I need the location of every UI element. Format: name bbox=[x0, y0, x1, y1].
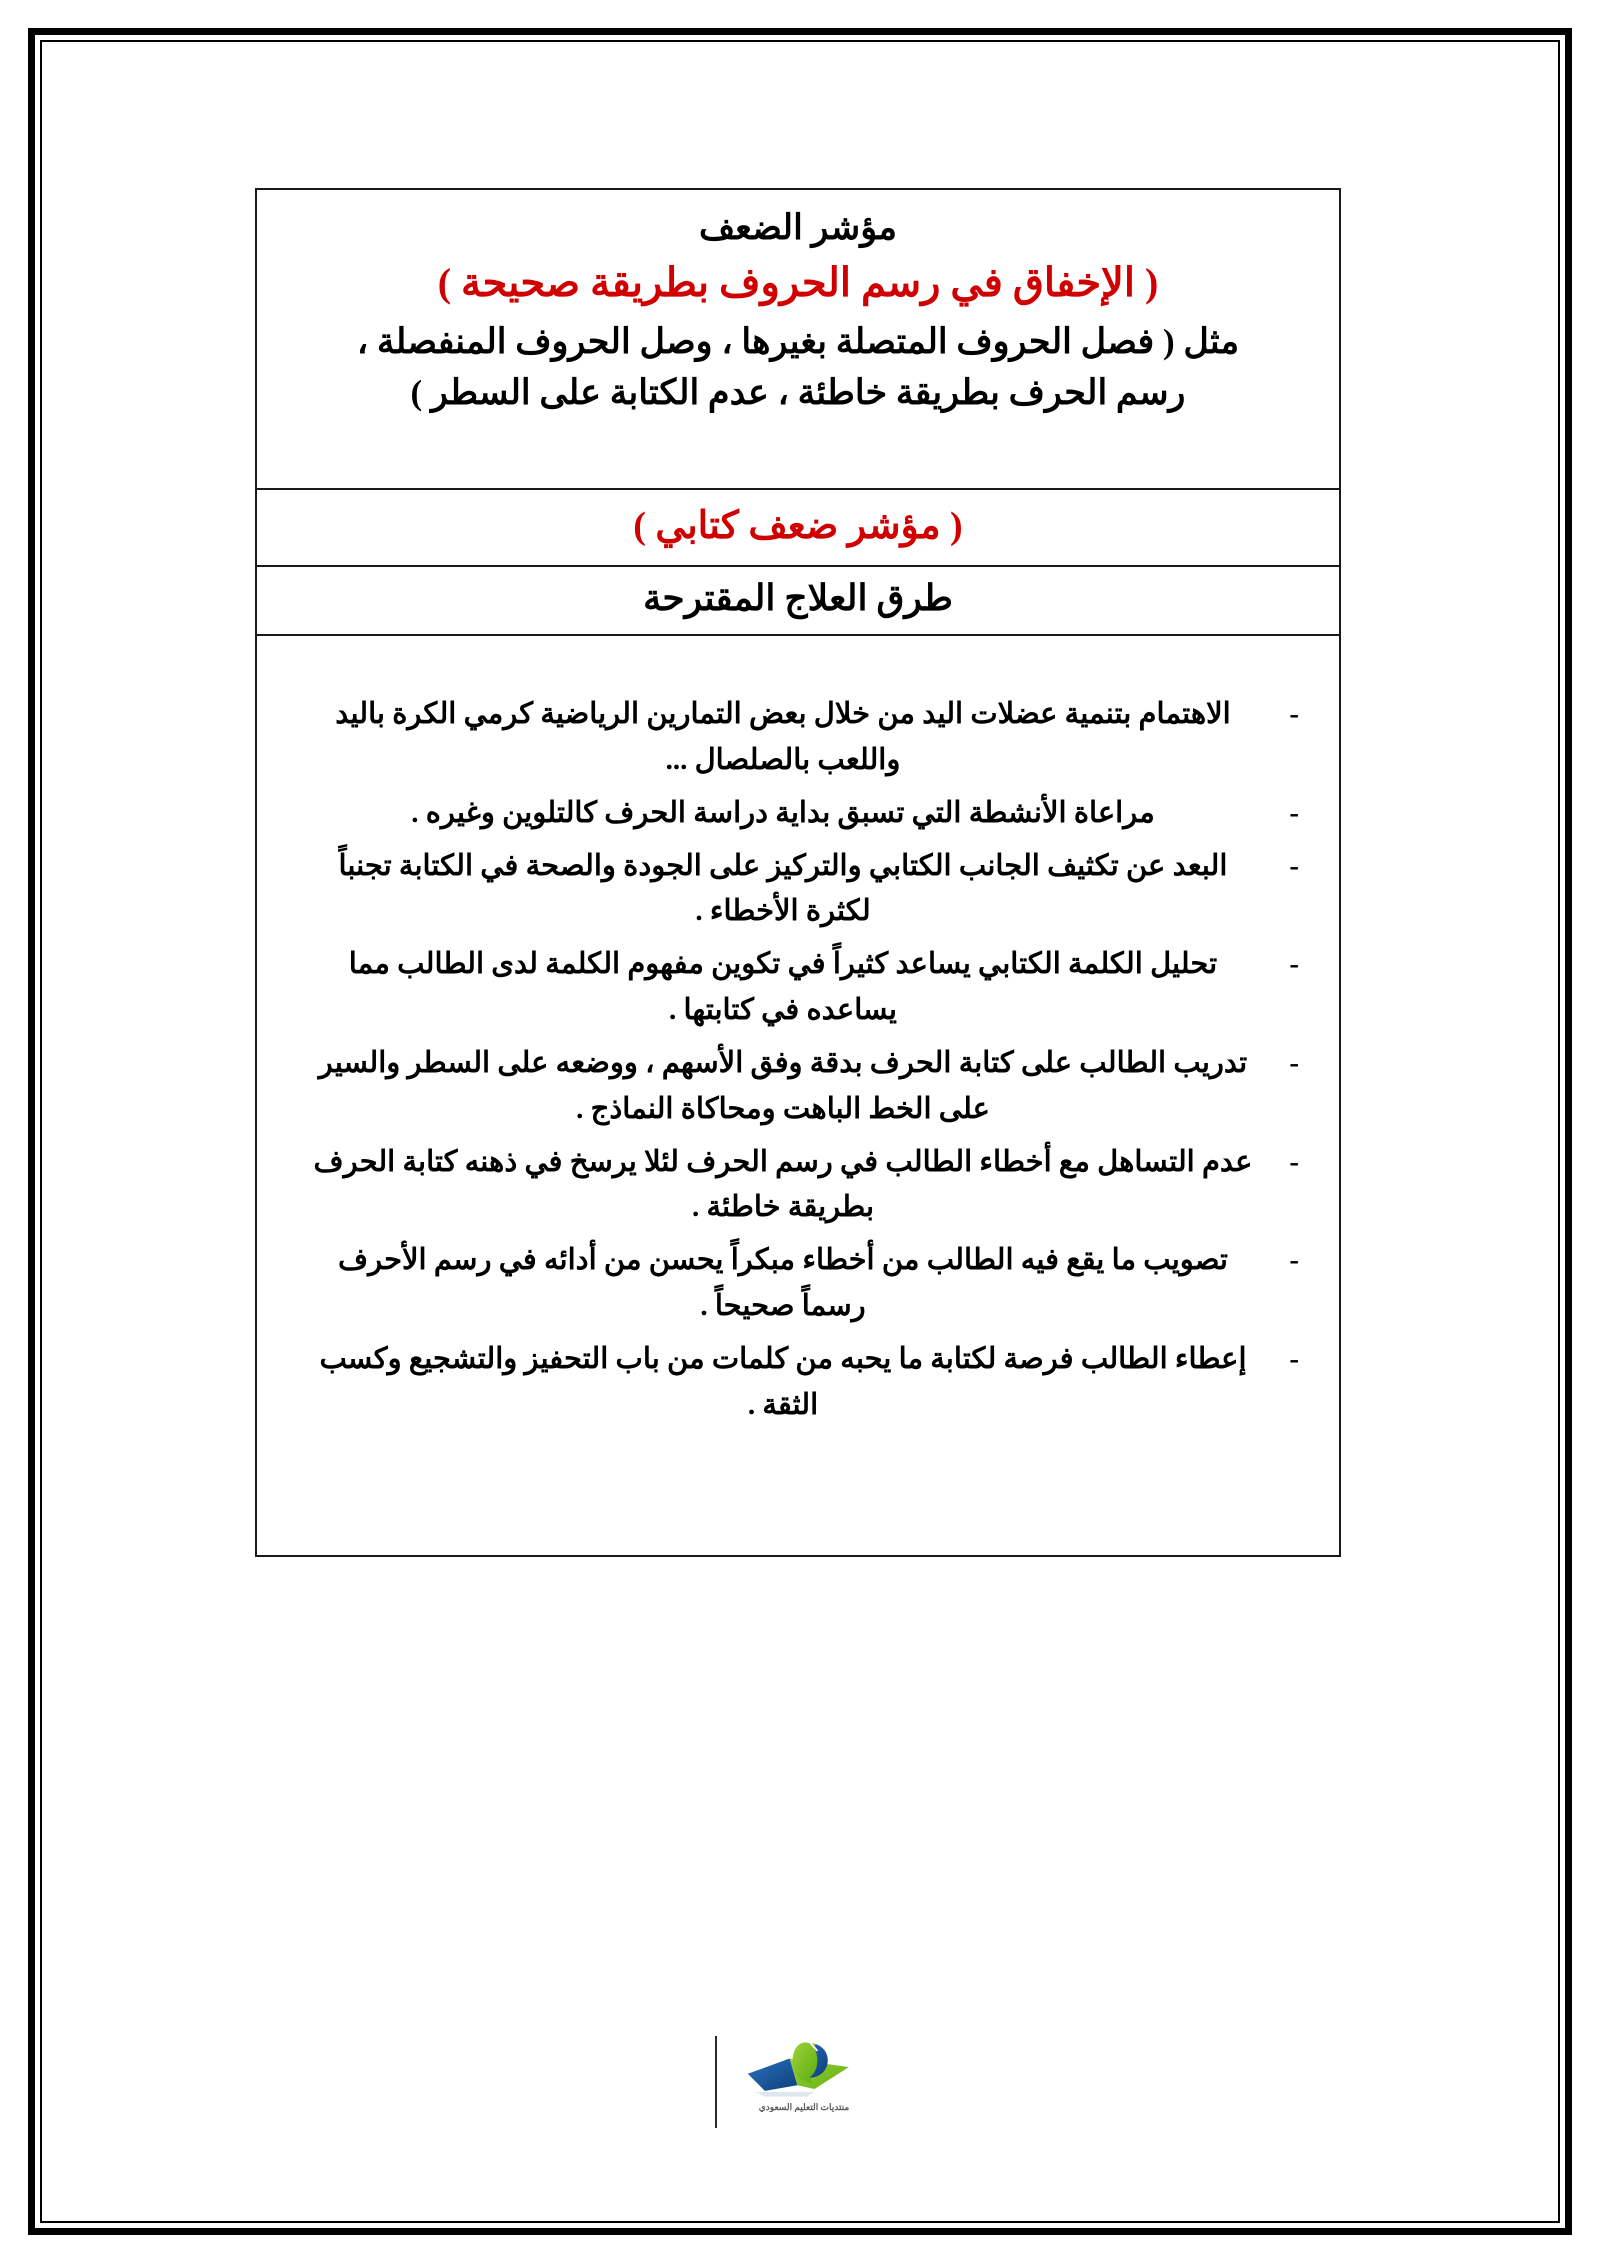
list-item-text: تصويب ما يقع فيه الطالب من أخطاء مبكراً يحسن من أدائه في رسم الأحرف رسماً صحيحاً . bbox=[338, 1244, 1228, 1322]
logo-icon bbox=[723, 2036, 885, 2102]
bullet-marker-icon: - bbox=[1289, 1342, 1299, 1375]
bullet-marker-icon: - bbox=[1289, 1244, 1299, 1277]
list-item-text: إعطاء الطالب فرصة لكتابة ما يحبه من كلمات من باب التحفيز والتشجيع وكسب الثقة . bbox=[319, 1342, 1247, 1421]
bullet-marker-icon: - bbox=[1289, 1145, 1299, 1178]
list-item-text: الاهتمام بتنمية عضلات اليد من خلال بعض التمارين الرياضية كرمي الكرة باليد واللعب بالصلصال ... bbox=[335, 698, 1231, 776]
list-item bbox=[303, 1337, 1299, 1429]
list-item bbox=[303, 942, 1299, 1034]
indicator-example-line-1: مثل ( فصل الحروف المتصلة بغيرها ، وصل الحروف المنفصلة ، bbox=[356, 322, 1240, 362]
sublabel-section bbox=[257, 490, 1339, 567]
list-item-text: عدم التساهل مع أخطاء الطالب في رسم الحرف لئلا يرسخ في ذهنه كتابة الحرف بطريقة خاطئة . bbox=[313, 1145, 1253, 1224]
treatment-bullet-list bbox=[303, 692, 1299, 1428]
content-table bbox=[255, 188, 1341, 1557]
list-item-text: البعد عن تكثيف الجانب الكتابي والتركيز على الجودة والصحة في الكتابة تجنباً لكثرة الأخطاء . bbox=[338, 849, 1228, 928]
logo-container bbox=[715, 2036, 885, 2128]
treatment-heading: طرق العلاج المقترحة bbox=[643, 578, 953, 619]
list-item-text: مراعاة الأنشطة التي تسبق بداية دراسة الحرف كالتلوين وغيره . bbox=[411, 796, 1155, 829]
bullet-marker-icon: - bbox=[1289, 796, 1299, 829]
logo-globe-icon bbox=[723, 2036, 885, 2102]
list-item-text: تدريب الطالب على كتابة الحرف بدقة وفق الأسهم ، ووضعه على السطر والسير على الخط الباهت ومحاكاة النماذج . bbox=[318, 1046, 1248, 1125]
indicator-section bbox=[257, 190, 1339, 490]
indicator-example-line-2: رسم الحرف بطريقة خاطئة ، عدم الكتابة على السطر ) bbox=[410, 373, 1186, 412]
indicator-title: مؤشر الضعف bbox=[698, 208, 898, 247]
footer-logo-area bbox=[0, 2036, 1600, 2128]
list-item bbox=[303, 1140, 1299, 1232]
bullet-marker-icon: - bbox=[1289, 698, 1299, 731]
treatment-list-section bbox=[257, 636, 1339, 1555]
list-item bbox=[303, 1041, 1299, 1133]
list-item bbox=[303, 1238, 1299, 1330]
logo-caption: منتديات التعليم السعودي bbox=[758, 2103, 850, 2112]
bullet-marker-icon: - bbox=[1289, 1046, 1299, 1079]
treatment-heading-section bbox=[257, 567, 1339, 636]
bullet-marker-icon: - bbox=[1289, 849, 1299, 882]
list-item bbox=[303, 791, 1299, 837]
list-item bbox=[303, 692, 1299, 784]
sublabel-text: ( مؤشر ضعف كتابي ) bbox=[633, 505, 963, 547]
bullet-marker-icon: - bbox=[1289, 948, 1299, 981]
list-item-text: تحليل الكلمة الكتابي يساعد كثيراً في تكوين مفهوم الكلمة لدى الطالب مما يساعده في كتابتها . bbox=[348, 948, 1218, 1027]
list-item bbox=[303, 844, 1299, 936]
indicator-headline: ( الإخفاق في رسم الحروف بطريقة صحيحة ) bbox=[437, 260, 1159, 306]
